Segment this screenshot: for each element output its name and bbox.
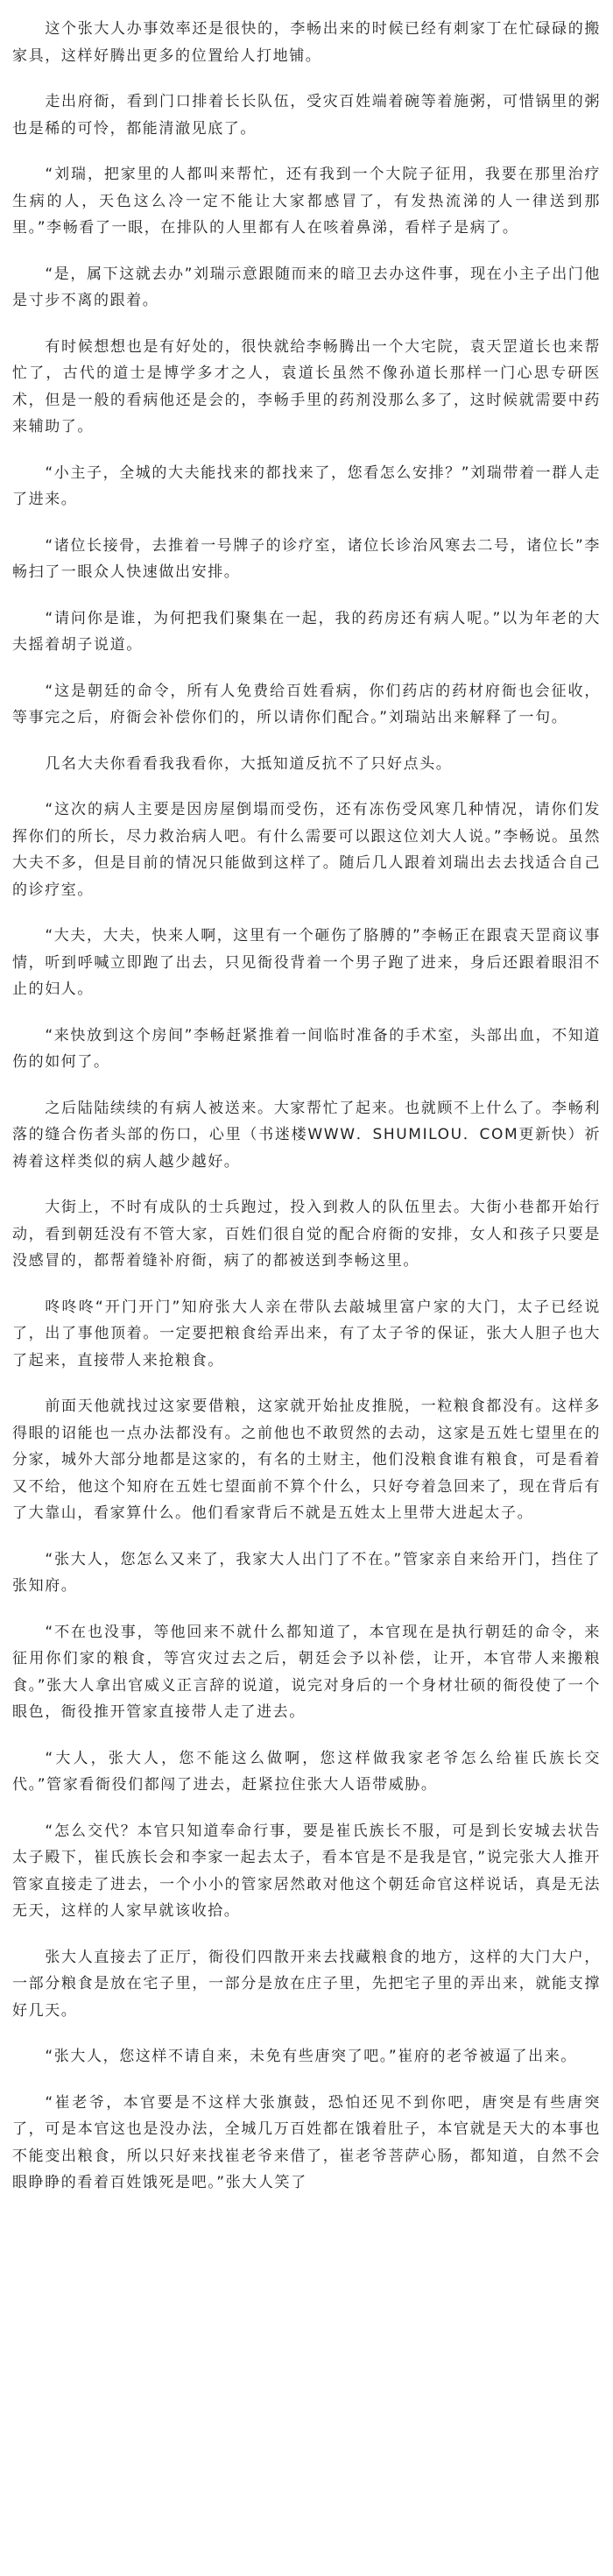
paragraph-24: “崔老爷，本官要是不这样大张旗鼓，恐怕还见不到你吧，唐突是有些唐突了，可是本官这也是没办法，全城几万百姓都在饿着肚子，本官就是天大的本事也不能变出粮食，所以只好来找崔老爷来借了，崔老爷菩萨心肠，都知道，自然不会眼睁睁的看着百姓饿死是吧。”张大人笑了 [12, 2093, 601, 2191]
paragraph-9: “这是朝廷的命令，所有人免费给百姓看病，你们药店的药材府衙也会征收，等事完之后，府衙会补偿你们的，所以请你们配合。”刘瑞站出来解释了一句。 [12, 682, 601, 726]
paragraph-13: “来快放到这个房间”李畅赶紧推着一间临时准备的手术室，头部出血，不知道伤的如何了。 [12, 1026, 602, 1071]
paragraph-8: “请问你是谁，为何把我们聚集在一起，我的药房还有病人呢。”以为年老的大夫摇着胡子说道。 [12, 609, 601, 654]
paragraph-12: “大夫，大夫，快来人啊，这里有一个砸伤了胳膊的”李畅正在跟袁天罡商议事情，听到呼喊立即跑了出去，只见衙役背着一个男子跑了进来，身后还跟着眼泪不止的妇人。 [12, 927, 602, 998]
paragraph-11: “这次的病人主要是因房屋倒塌而受伤，还有冻伤受风寒几种情况，请你们发挥你们的所长，尽力救治病人吧。有什么需要可以跟这位刘大人说。”李畅说。虽然大夫不多，但是目前的情况只能做到这样了。随后几人跟着刘瑞出去去找适合自己的诊疗室。 [12, 801, 601, 899]
paragraph-15: 大街上，不时有成队的士兵跑过，投入到救人的队伍里去。大街小巷都开始行动，看到朝廷没有不管大家，百姓们很自觉的配合府衙的安排，女人和孩子只要是没感冒的，都帮着缝补府衙，病了的都被送到李畅这里。 [12, 1199, 601, 1270]
paragraph-1: 这个张大人办事效率还是很快的，李畅出来的时候已经有刺家丁在忙碌碌的搬家具，这样好腾出更多的位置给人打地铺。 [12, 20, 601, 65]
paragraph-17: 前面天他就找过这家要借粮，这家就开始扯皮推脱，一粒粮食都没有。这样多得眼的诏能也一点办法都没有。之前他也不敢贸然的去动，这家是五姓七望里在的分家，城外大部分地都是这家的，有名的土财主，他们没粮食谁有粮食，可是看着又不给，他这个知府在五姓七望面前不算个什么，只好夸着急回来了，现在背后有了大靠山，看家算什么。他们看家背后不就是五姓太上里带大进起太子。 [12, 1398, 601, 1522]
paragraph-14: 之后陆陆续续的有病人被送来。大家帮忙了起来。也就顾不上什么了。李畅利落的缝合伤者头部的伤口，心里（书迷楼WWW．SHUMILOU．COM更新快）祈祷着这样类似的病人越少越好。 [12, 1099, 601, 1171]
paragraph-5: 有时候想想也是有好处的，很快就给李畅腾出一个大宅院，袁天罡道长也来帮忙了，古代的道士是博学多才之人，袁道长虽然不像孙道长那样一门心思专研医术，但是一般的看病他还是会的，李畅手里的药剂没那么多了，这时候就需要中药来辅助了。 [12, 337, 601, 435]
paragraph-18: “张大人，您怎么又来了，我家大人出门了不在。”管家亲自来给开门，挡住了张知府。 [12, 1550, 601, 1595]
paragraph-19: “不在也没事，等他回来不就什么都知道了，本官现在是执行朝廷的命令，来征用你们家的粮食，等宫灾过去之后，朝廷会予以补偿，让开，本官带人来搬粮食。”张大人拿出官威义正言辞的说道，说完对身后的一个身材壮硕的衙役使了一个眼色，衙役推开管家直接带人走了进去。 [12, 1623, 601, 1721]
paragraph-7: “诸位长接骨，去推着一号牌子的诊疗室，诸位长诊治风寒去二号，诸位长”李畅扫了一眼众人快速做出安排。 [12, 536, 602, 581]
paragraph-3: “刘瑞，把家里的人都叫来帮忙，还有我到一个大院子征用，我要在那里治疗生病的人，天色这么冷一定不能让大家都感冒了，有发热流涕的人一律送到那里。”李畅看了一眼，在排队的人里都有人在咳着鼻涕，看样子是病了。 [12, 166, 601, 237]
paragraph-6: “小主子，全城的大夫能找来的都找来了，您看怎么安排？”刘瑞带着一群人走了进来。 [12, 464, 602, 508]
paragraph-23: “张大人，您这样不请自来，未免有些唐突了吧。”崔府的老爷被逼了出来。 [45, 2048, 577, 2065]
paragraph-21: “怎么交代？本官只知道奉命行事，要是崔氏族长不服，可是到长安城去状告太子殿下，崔氏族长会和李家一起去太子，看本官是不是我是官，”说完张大人推开管家直接走了进去，一个小小的管家居然敢对他这个朝廷命官这样说话，真是无法无天，这样的人家早就该收拾。 [12, 1822, 601, 1920]
paragraph-22: 张大人直接去了正厅，衙役们四散开来去找藏粮食的地方，这样的大门大户，一部分粮食是放在宅子里，一部分是放在庄子里，先把宅子里的弄出来，就能支撑好几天。 [12, 1948, 601, 2020]
paragraph-10: 几名大夫你看看我我看你，大抵知道反抗不了只好点头。 [45, 754, 453, 773]
paragraph-4: “是，属下这就去办”刘瑞示意跟随而来的暗卫去办这件事，现在小主子出门他是寸步不离的跟着。 [12, 265, 602, 309]
paragraph-2: 走出府衙，看到门口排着长长队伍，受灾百姓端着碗等着施粥，可惜锅里的粥也是稀的可怜，都能清澈见底了。 [12, 93, 601, 138]
paragraph-20: “大人，张大人，您不能这么做啊，您这样做我家老爷怎么给崔氏族长交代。”管家看衙役们都闯了进去，赶紧拉住张大人语带威胁。 [12, 1749, 601, 1794]
paragraph-16: 咚咚咚“开门开门”知府张大人亲在带队去敲城里富户家的大门，太子已经说了，出了事他顶着。一定要把粮食给弄出来，有了太子爷的保证，张大人胆子也大了起来，直接带人来抢粮食。 [12, 1298, 601, 1369]
